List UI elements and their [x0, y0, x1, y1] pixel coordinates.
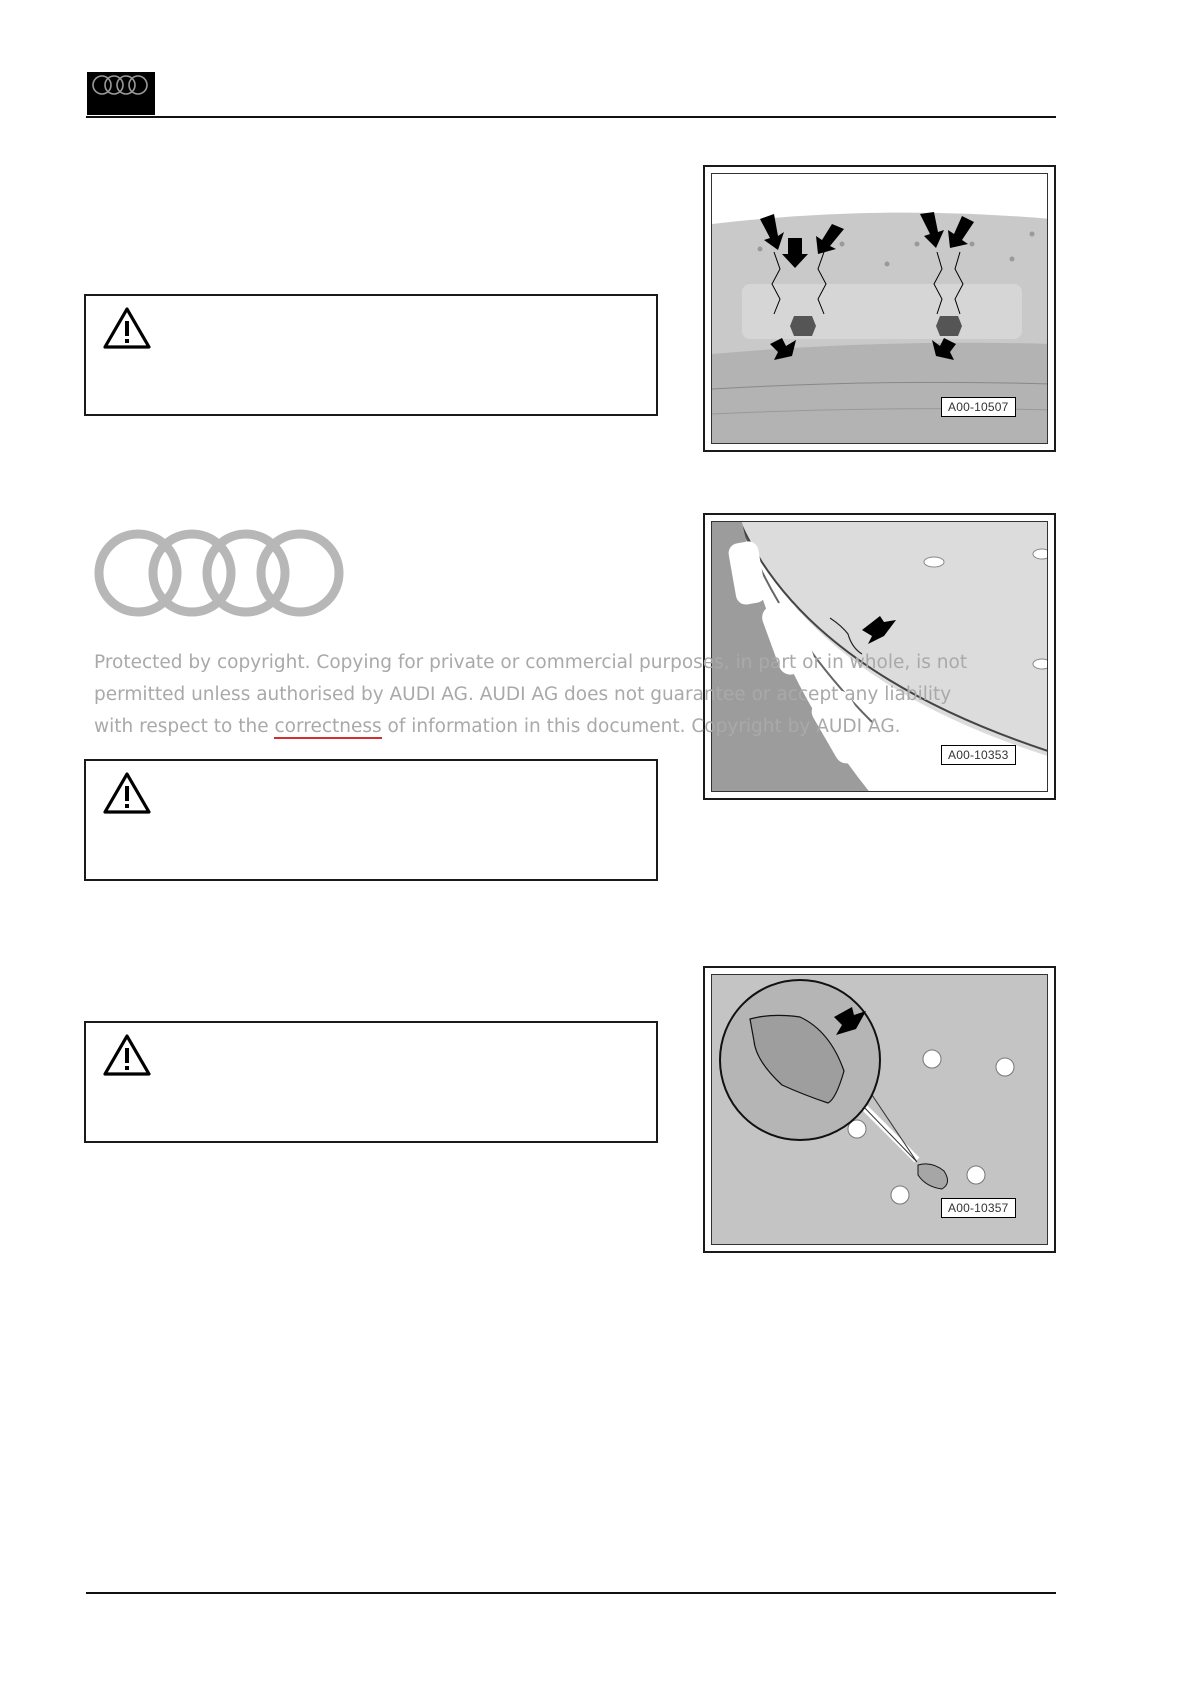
figure-1-label: A00-10507 [941, 397, 1016, 417]
figure-1-illustration [711, 173, 1048, 444]
warning-box-3 [84, 1021, 658, 1143]
header-rule [86, 116, 1056, 118]
watermark-underlined-word: correctness [274, 716, 382, 737]
warning-box-1 [84, 294, 658, 416]
figure-3-illustration [711, 974, 1048, 1245]
audi-rings-watermark-icon [94, 528, 354, 618]
watermark-line-3 [94, 716, 901, 737]
warning-triangle-icon [102, 771, 152, 815]
figure-2-label: A00-10353 [941, 745, 1016, 765]
watermark-line-3-before: with respect to the [94, 716, 275, 737]
warning-box-2 [84, 759, 658, 881]
figure-1 [703, 165, 1056, 452]
figure-3-label: A00-10357 [941, 1198, 1016, 1218]
warning-triangle-icon [102, 306, 152, 350]
audi-rings-icon [87, 72, 155, 115]
warning-triangle-icon [102, 1033, 152, 1077]
footer-rule [86, 1592, 1056, 1594]
watermark-line-3-after: of information in this document. Copyright by AUDI AG. [381, 716, 901, 737]
watermark-line-2: permitted unless authorised by AUDI AG. AUDI AG does not guarantee or accept any liability [94, 684, 952, 705]
header-logo [87, 72, 155, 115]
watermark-line-1: Protected by copyright. Copying for private or commercial purposes, in part or in whole, is not [94, 652, 968, 673]
figure-3 [703, 966, 1056, 1253]
